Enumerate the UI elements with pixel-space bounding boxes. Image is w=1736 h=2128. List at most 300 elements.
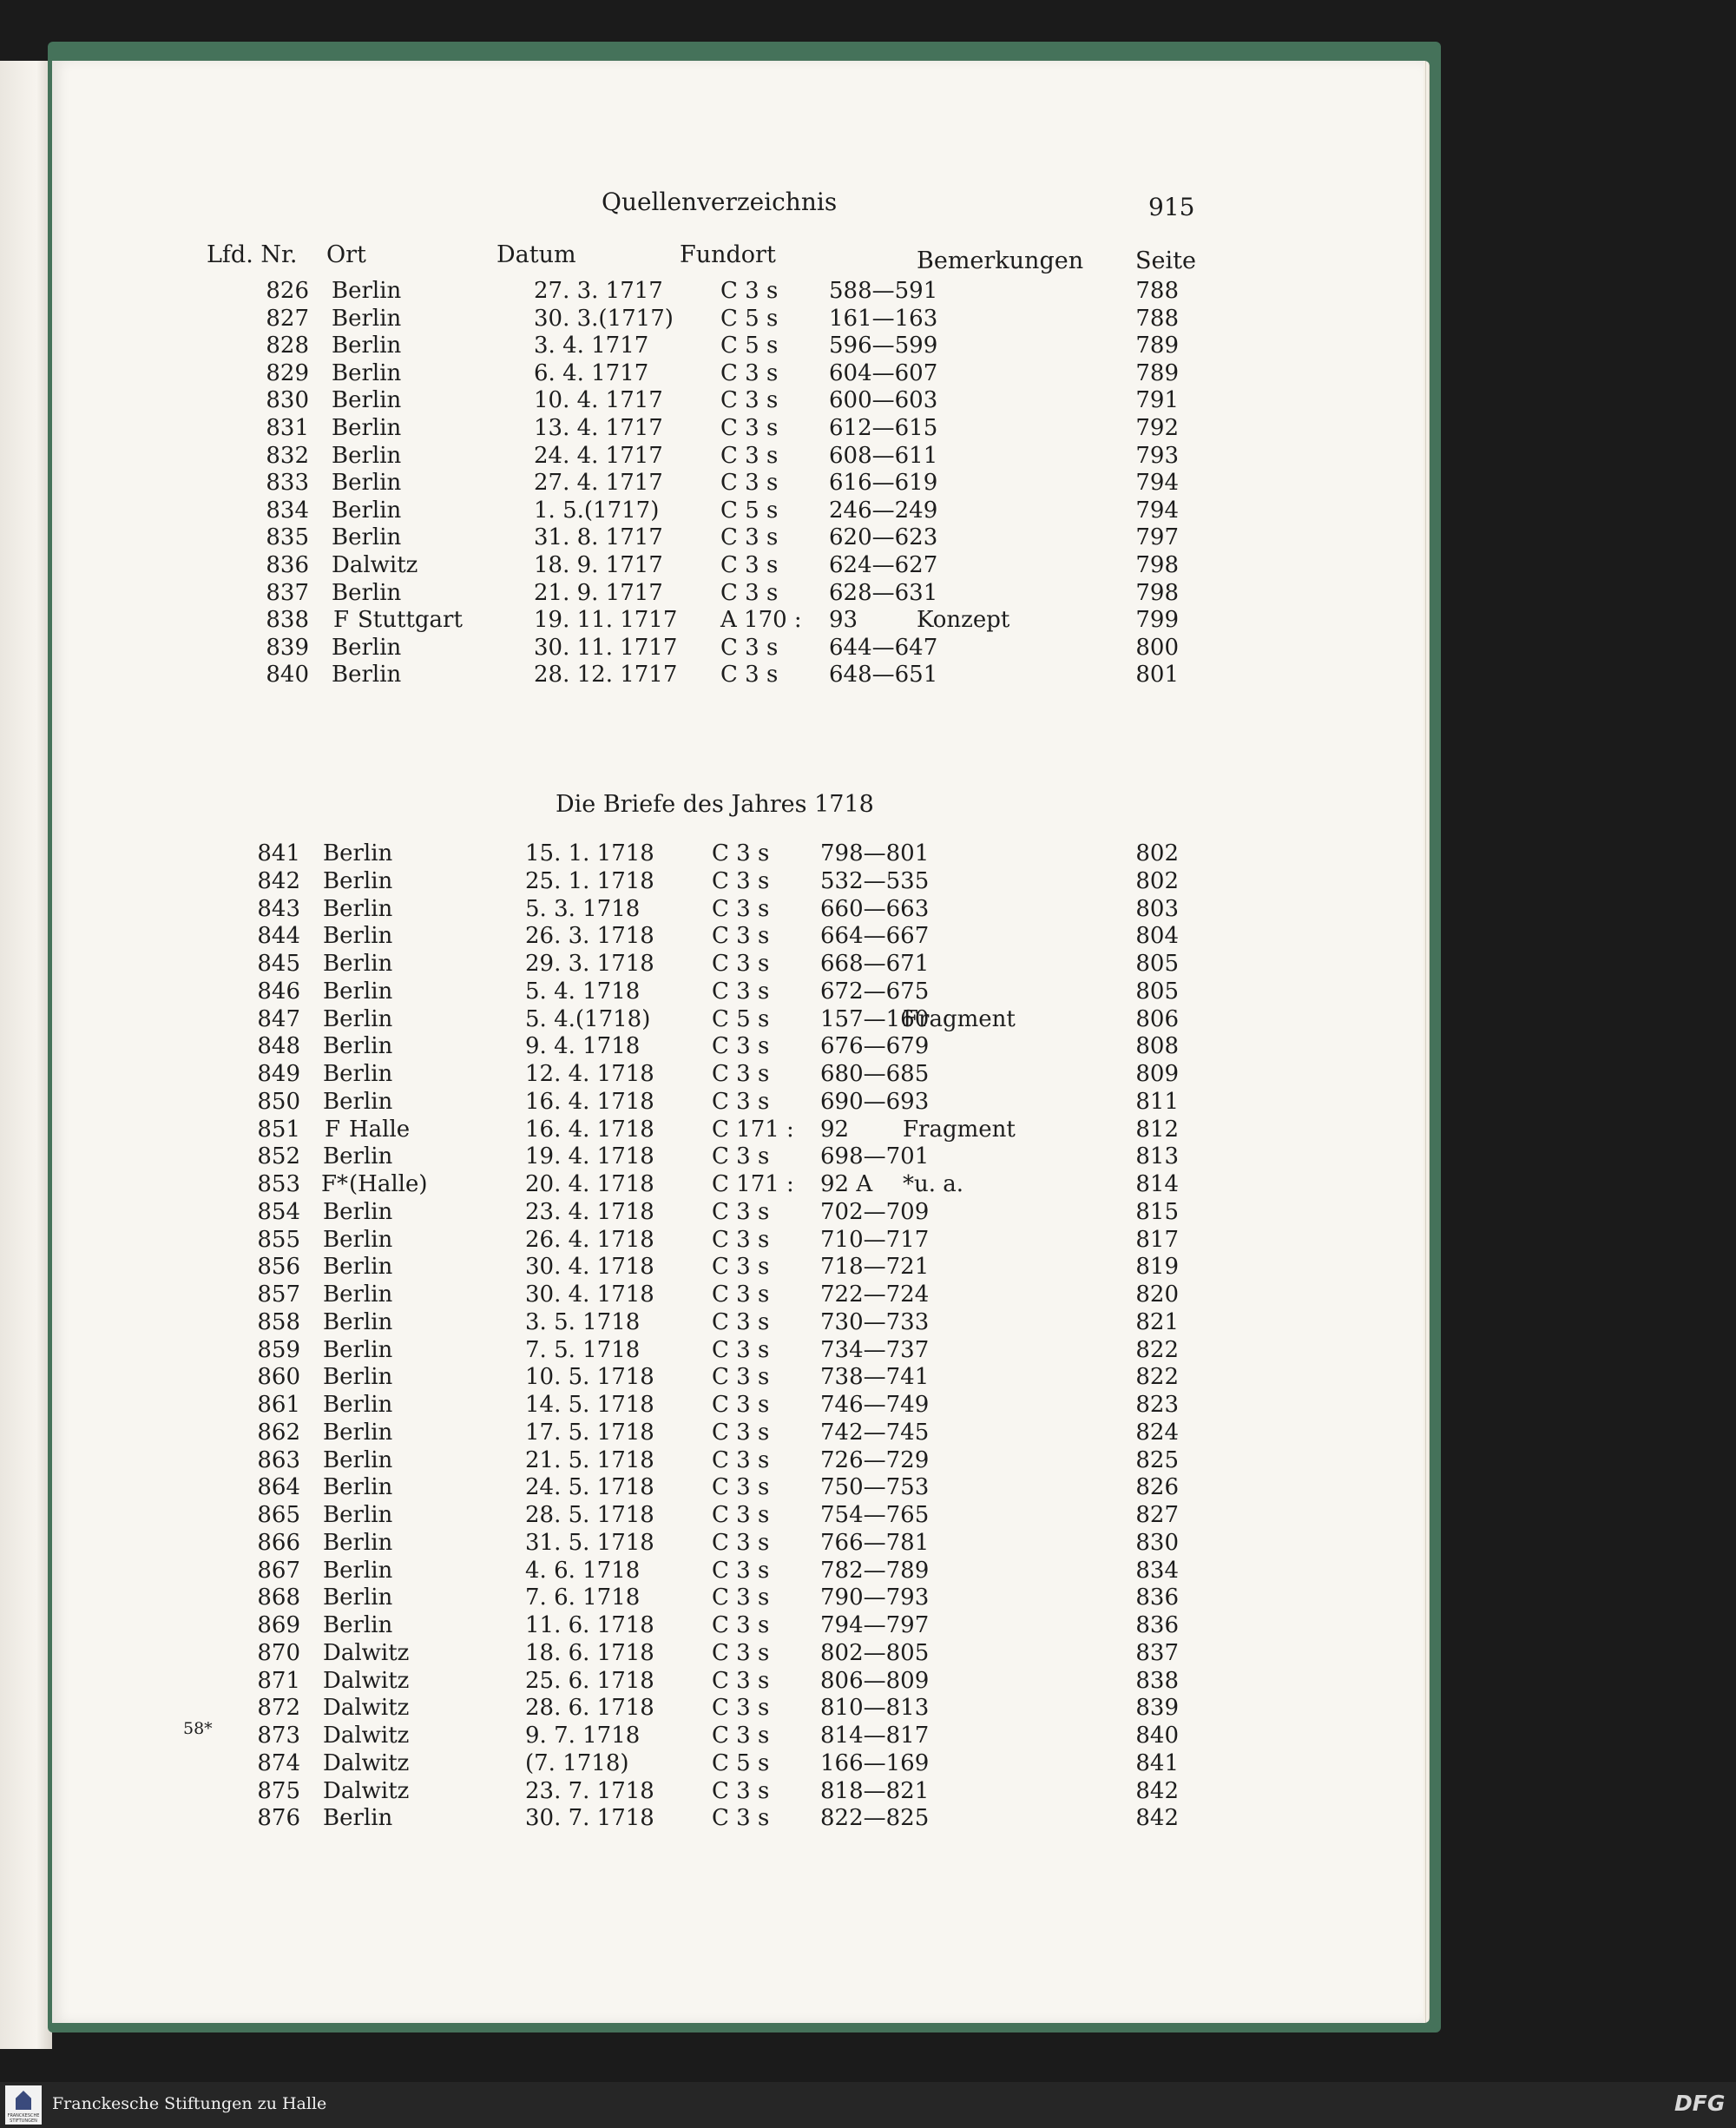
- table-row: [52, 1061, 1424, 1087]
- cell-source: C 3 s: [712, 1088, 770, 1115]
- cell-page: 826: [1135, 1474, 1179, 1501]
- cell-place: Dalwitz: [323, 1749, 410, 1776]
- cell-source: C 3 s: [712, 1557, 770, 1584]
- cell-source: C 3 s: [712, 840, 770, 866]
- table-row: [52, 607, 1424, 633]
- running-head: Quellenverzeichnis: [602, 188, 838, 216]
- table-row: [52, 1805, 1424, 1831]
- cell-page: 837: [1135, 1639, 1179, 1666]
- cell-source: C 3 s: [720, 579, 779, 606]
- cell-place: Berlin: [323, 1005, 393, 1032]
- cell-date: 9. 4. 1718: [525, 1033, 641, 1060]
- cell-source-pages: 814—817: [820, 1723, 930, 1749]
- table-row: [52, 1584, 1424, 1611]
- cell-number: 830: [266, 387, 309, 414]
- table-row: [52, 1612, 1424, 1638]
- cell-place: Berlin: [323, 1143, 393, 1170]
- cell-source-pages: 588—591: [829, 278, 938, 304]
- cell-number: 842: [257, 867, 300, 894]
- cell-page: 821: [1135, 1308, 1179, 1335]
- cell-date: 24. 4. 1717: [534, 442, 663, 469]
- table-row: [52, 868, 1424, 894]
- cell-number: 847: [257, 1005, 300, 1032]
- cell-place: Stuttgart: [358, 607, 463, 634]
- cell-source: C 3 s: [712, 1695, 770, 1722]
- cell-source-pages: 166—169: [820, 1749, 930, 1776]
- table-row: [52, 896, 1424, 922]
- cell-date: 30. 4. 1718: [525, 1254, 654, 1281]
- cell-source-pages: 766—781: [820, 1529, 930, 1556]
- building-icon: [16, 2091, 31, 2110]
- cell-place: Berlin: [323, 1336, 393, 1363]
- cell-page: 803: [1135, 895, 1179, 922]
- cell-number: 843: [257, 895, 300, 922]
- cell-page: 830: [1135, 1529, 1179, 1556]
- cell-date: 16. 4. 1718: [525, 1088, 654, 1115]
- cell-number: 831: [266, 415, 309, 441]
- cell-date: 3. 5. 1718: [525, 1308, 641, 1335]
- column-header-datum: Datum: [496, 241, 576, 268]
- cell-place: Berlin: [323, 1254, 393, 1281]
- cell-source: C 3 s: [712, 1667, 770, 1694]
- cell-source-pages: 802—805: [820, 1639, 930, 1666]
- cell-source: C 5 s: [720, 497, 779, 524]
- cell-number: 829: [266, 359, 309, 386]
- cell-page: 806: [1135, 1005, 1179, 1032]
- cell-source: C 3 s: [712, 1502, 770, 1528]
- cell-date: 30. 3.(1717): [534, 305, 674, 332]
- cell-page: 801: [1135, 662, 1179, 688]
- cell-source-pages: 672—675: [820, 978, 930, 1005]
- cell-date: 23. 7. 1718: [525, 1777, 654, 1804]
- cell-source: C 3 s: [712, 895, 770, 922]
- cell-date: 19. 4. 1718: [525, 1143, 654, 1170]
- table-row: [52, 1143, 1424, 1169]
- cell-date: (7. 1718): [525, 1749, 629, 1776]
- cell-number: 835: [266, 524, 309, 551]
- cell-number: 872: [257, 1695, 300, 1722]
- cell-source: C 3 s: [720, 387, 779, 414]
- book-page: [52, 61, 1424, 2023]
- cell-page: 812: [1135, 1116, 1179, 1143]
- cell-source: C 3 s: [720, 442, 779, 469]
- cell-source-pages: 612—615: [829, 415, 938, 441]
- cell-source-pages: 690—693: [820, 1088, 930, 1115]
- cell-page: 791: [1135, 387, 1179, 414]
- institution-name: Franckesche Stiftungen zu Halle: [52, 2094, 327, 2113]
- institution-logo: [5, 2085, 42, 2125]
- cell-number: 874: [257, 1749, 300, 1776]
- cell-source-pages: 161—163: [829, 305, 938, 332]
- cell-source: C 3 s: [720, 359, 779, 386]
- cell-source-pages: 532—535: [820, 867, 930, 894]
- cell-number: 860: [257, 1364, 300, 1391]
- cell-page: 805: [1135, 951, 1179, 977]
- table-row: [52, 497, 1424, 524]
- cell-date: 25. 6. 1718: [525, 1667, 654, 1694]
- table-row: [52, 1281, 1424, 1308]
- cell-page: 789: [1135, 333, 1179, 359]
- cell-place: Berlin: [332, 634, 402, 661]
- cell-place: Berlin: [332, 579, 402, 606]
- cell-number: 869: [257, 1612, 300, 1638]
- cell-source-pages: 710—717: [820, 1226, 930, 1253]
- cell-place: Dalwitz: [323, 1777, 410, 1804]
- cell-number: 852: [257, 1143, 300, 1170]
- table-row: [52, 1530, 1424, 1556]
- table-row: [52, 1392, 1424, 1418]
- cell-page: 814: [1135, 1171, 1179, 1197]
- cell-source: C 3 s: [712, 1419, 770, 1446]
- cell-source: A 170 :: [720, 607, 802, 634]
- cell-date: 27. 4. 1717: [534, 470, 663, 497]
- column-header-fundort: Fundort: [680, 241, 776, 268]
- table-row: [52, 1750, 1424, 1776]
- table-row: [52, 840, 1424, 866]
- cell-page: 841: [1135, 1749, 1179, 1776]
- table-row: [52, 278, 1424, 304]
- table-row: [52, 1723, 1424, 1749]
- cell-date: 4. 6. 1718: [525, 1557, 641, 1584]
- cell-number: 841: [257, 840, 300, 866]
- cell-source-pages: 734—737: [820, 1336, 930, 1363]
- table-row: [52, 1033, 1424, 1059]
- table-row: [52, 524, 1424, 550]
- cell-source: C 3 s: [712, 1805, 770, 1832]
- table-row: [52, 923, 1424, 949]
- logo-text: FRANCKESCHE STIFTUNGEN: [7, 2113, 40, 2124]
- cell-source: C 3 s: [712, 978, 770, 1005]
- table-row: [52, 387, 1424, 413]
- cell-date: 6. 4. 1717: [534, 359, 649, 386]
- cell-format-flag: F*: [321, 1171, 349, 1197]
- cell-date: 27. 3. 1717: [534, 278, 663, 304]
- cell-number: 868: [257, 1584, 300, 1611]
- cell-page: 802: [1135, 867, 1179, 894]
- cell-source-pages: 798—801: [820, 840, 930, 866]
- table-row: [52, 1695, 1424, 1721]
- cell-page: 799: [1135, 607, 1179, 634]
- cell-source-pages: 754—765: [820, 1502, 930, 1528]
- cell-source-pages: 600—603: [829, 387, 938, 414]
- cell-number: 862: [257, 1419, 300, 1446]
- cell-number: 827: [266, 305, 309, 332]
- cell-page: 792: [1135, 415, 1179, 441]
- cell-number: 839: [266, 634, 309, 661]
- cell-number: 867: [257, 1557, 300, 1584]
- cell-source-pages: 790—793: [820, 1584, 930, 1611]
- cell-number: 833: [266, 470, 309, 497]
- cell-page: 788: [1135, 305, 1179, 332]
- cell-page: 825: [1135, 1446, 1179, 1473]
- cell-date: 20. 4. 1718: [525, 1171, 654, 1197]
- cell-date: 10. 5. 1718: [525, 1364, 654, 1391]
- table-row: [52, 1778, 1424, 1804]
- cell-page: 797: [1135, 524, 1179, 551]
- cell-source-pages: 246—249: [829, 497, 938, 524]
- cell-number: 855: [257, 1226, 300, 1253]
- cell-place: Berlin: [323, 867, 393, 894]
- cell-source-pages: 702—709: [820, 1198, 930, 1225]
- cell-page: 840: [1135, 1723, 1179, 1749]
- table-row: [52, 1447, 1424, 1473]
- table-row: [52, 306, 1424, 332]
- cell-place: Berlin: [323, 1502, 393, 1528]
- cell-date: 3. 4. 1717: [534, 333, 649, 359]
- table-row: [52, 470, 1424, 496]
- cell-place: Berlin: [323, 1446, 393, 1473]
- cell-place: Berlin: [323, 978, 393, 1005]
- column-header-ort: Ort: [326, 241, 366, 268]
- cell-place: Berlin: [323, 1281, 393, 1308]
- cell-date: 5. 4. 1718: [525, 978, 641, 1005]
- column-header-lfd-nr: Lfd. Nr.: [207, 241, 298, 268]
- cell-place: Halle: [349, 1116, 411, 1143]
- cell-place: Berlin: [323, 951, 393, 977]
- table-row: [52, 1199, 1424, 1225]
- cell-source: C 3 s: [712, 1639, 770, 1666]
- cell-number: 826: [266, 278, 309, 304]
- cell-number: 859: [257, 1336, 300, 1363]
- dfg-logo: DFG: [1674, 2091, 1726, 2116]
- table-row: [52, 1117, 1424, 1143]
- table-row: [52, 1227, 1424, 1253]
- cell-date: 21. 5. 1718: [525, 1446, 654, 1473]
- cell-place: Dalwitz: [323, 1639, 410, 1666]
- cell-date: 28. 5. 1718: [525, 1502, 654, 1528]
- cell-source: C 3 s: [712, 1254, 770, 1281]
- table-row: [52, 1171, 1424, 1197]
- cell-source: C 3 s: [720, 415, 779, 441]
- table-row: [52, 1640, 1424, 1666]
- table-row: [52, 1006, 1424, 1032]
- cell-number: 849: [257, 1061, 300, 1087]
- cell-source-pages: 806—809: [820, 1667, 930, 1694]
- cell-format-flag: F: [332, 607, 350, 634]
- cell-page: 804: [1135, 923, 1179, 950]
- cell-date: 30. 11. 1717: [534, 634, 678, 661]
- cell-place: Dalwitz: [323, 1723, 410, 1749]
- table-row: [52, 333, 1424, 359]
- section-heading-1718: Die Briefe des Jahres 1718: [556, 791, 874, 818]
- cell-number: 861: [257, 1392, 300, 1418]
- cell-number: 828: [266, 333, 309, 359]
- table-row: [52, 978, 1424, 1005]
- cell-place: Berlin: [332, 305, 402, 332]
- cell-page: 839: [1135, 1695, 1179, 1722]
- cell-date: 26. 4. 1718: [525, 1226, 654, 1253]
- cell-date: 5. 3. 1718: [525, 895, 641, 922]
- cell-place: Berlin: [323, 1612, 393, 1638]
- cell-number: 834: [266, 497, 309, 524]
- table-row: [52, 443, 1424, 469]
- facing-page-edge: [0, 61, 52, 2049]
- cell-place: Berlin: [332, 662, 402, 688]
- column-header-bemerkungen: Bemerkungen: [917, 247, 1084, 274]
- cell-page: 811: [1135, 1088, 1179, 1115]
- cell-place: Berlin: [323, 1364, 393, 1391]
- cell-place: Berlin: [323, 923, 393, 950]
- cell-place: (Halle): [349, 1171, 428, 1197]
- cell-page: 800: [1135, 634, 1179, 661]
- cell-source-pages: 680—685: [820, 1061, 930, 1087]
- cell-source-pages: 742—745: [820, 1419, 930, 1446]
- cell-source-pages: 596—599: [829, 333, 938, 359]
- cell-remark: Fragment: [903, 1116, 1016, 1143]
- signature-mark: 58*: [183, 1719, 213, 1738]
- cell-source: C 3 s: [712, 1226, 770, 1253]
- cell-source: C 3 s: [712, 1198, 770, 1225]
- cell-source: C 3 s: [712, 1612, 770, 1638]
- cell-source: C 3 s: [720, 524, 779, 551]
- cell-source: C 3 s: [712, 1033, 770, 1060]
- column-header-seite: Seite: [1135, 247, 1196, 274]
- cell-source-pages: 730—733: [820, 1308, 930, 1335]
- cell-page: 809: [1135, 1061, 1179, 1087]
- cell-place: Dalwitz: [332, 552, 418, 578]
- cell-date: 1. 5.(1717): [534, 497, 660, 524]
- cell-source: C 3 s: [712, 1061, 770, 1087]
- cell-number: 866: [257, 1529, 300, 1556]
- cell-page: 798: [1135, 552, 1179, 578]
- cell-page: 834: [1135, 1557, 1179, 1584]
- cell-page: 813: [1135, 1143, 1179, 1170]
- cell-source: C 3 s: [712, 1308, 770, 1335]
- cell-page: 794: [1135, 497, 1179, 524]
- cell-place: Berlin: [323, 1474, 393, 1501]
- cell-date: 10. 4. 1717: [534, 387, 663, 414]
- cell-number: 845: [257, 951, 300, 977]
- cell-source-pages: 624—627: [829, 552, 938, 578]
- cell-source-pages: 616—619: [829, 470, 938, 497]
- cell-place: Dalwitz: [323, 1667, 410, 1694]
- cell-source-pages: 746—749: [820, 1392, 930, 1418]
- cell-source-pages: 92: [820, 1116, 850, 1143]
- cell-number: 871: [257, 1667, 300, 1694]
- cell-place: Berlin: [332, 470, 402, 497]
- cell-source: C 3 s: [712, 1336, 770, 1363]
- cell-format-flag: F: [324, 1116, 341, 1143]
- cell-number: 848: [257, 1033, 300, 1060]
- cell-source-pages: 648—651: [829, 662, 938, 688]
- cell-number: 864: [257, 1474, 300, 1501]
- cell-source-pages: 660—663: [820, 895, 930, 922]
- cell-source-pages: 738—741: [820, 1364, 930, 1391]
- cell-source-pages: 608—611: [829, 442, 938, 469]
- cell-date: 16. 4. 1718: [525, 1116, 654, 1143]
- cell-source-pages: 93: [829, 607, 858, 634]
- cell-number: 858: [257, 1308, 300, 1335]
- table-row: [52, 1502, 1424, 1528]
- cell-page: 827: [1135, 1502, 1179, 1528]
- cell-source-pages: 782—789: [820, 1557, 930, 1584]
- cell-number: 856: [257, 1254, 300, 1281]
- cell-place: Berlin: [323, 1088, 393, 1115]
- cell-place: Berlin: [323, 1805, 393, 1832]
- cell-source: C 5 s: [720, 333, 779, 359]
- cell-source-pages: 718—721: [820, 1254, 930, 1281]
- cell-page: 823: [1135, 1392, 1179, 1418]
- table-row: [52, 1254, 1424, 1280]
- cell-source: C 5 s: [720, 305, 779, 332]
- cell-number: 853: [257, 1171, 300, 1197]
- cell-number: 870: [257, 1639, 300, 1666]
- cell-source-pages: 604—607: [829, 359, 938, 386]
- cell-source-pages: 668—671: [820, 951, 930, 977]
- cell-source: C 3 s: [712, 1392, 770, 1418]
- table-row: [52, 1558, 1424, 1584]
- cell-page: 842: [1135, 1805, 1179, 1832]
- viewer-footer-bar: [0, 2082, 1736, 2128]
- cell-number: 851: [257, 1116, 300, 1143]
- cell-source: C 3 s: [720, 470, 779, 497]
- table-row: [52, 1337, 1424, 1363]
- cell-date: 25. 1. 1718: [525, 867, 654, 894]
- table-row: [52, 662, 1424, 688]
- cell-source: C 3 s: [712, 867, 770, 894]
- cell-date: 21. 9. 1717: [534, 579, 663, 606]
- cell-date: 12. 4. 1718: [525, 1061, 654, 1087]
- cell-number: 854: [257, 1198, 300, 1225]
- cell-date: 7. 5. 1718: [525, 1336, 641, 1363]
- cell-source: C 5 s: [712, 1005, 770, 1032]
- cell-page: 794: [1135, 470, 1179, 497]
- cell-date: 15. 1. 1718: [525, 840, 654, 866]
- cell-number: 838: [266, 607, 309, 634]
- page-number: 915: [1148, 193, 1195, 221]
- cell-page: 793: [1135, 442, 1179, 469]
- table-row: [52, 1474, 1424, 1500]
- cell-page: 805: [1135, 978, 1179, 1005]
- cell-page: 820: [1135, 1281, 1179, 1308]
- cell-source: C 3 s: [720, 278, 779, 304]
- cell-page: 842: [1135, 1777, 1179, 1804]
- cell-source: C 3 s: [712, 1143, 770, 1170]
- cell-page: 815: [1135, 1198, 1179, 1225]
- cell-place: Berlin: [323, 840, 393, 866]
- cell-date: 24. 5. 1718: [525, 1474, 654, 1501]
- cell-place: Berlin: [323, 1198, 393, 1225]
- cell-place: Berlin: [323, 1584, 393, 1611]
- table-row: [52, 1364, 1424, 1390]
- cell-source: C 3 s: [720, 662, 779, 688]
- cell-number: 832: [266, 442, 309, 469]
- cell-place: Berlin: [323, 1392, 393, 1418]
- cell-page: 836: [1135, 1584, 1179, 1611]
- cell-source: C 3 s: [712, 951, 770, 977]
- cell-place: Berlin: [332, 333, 402, 359]
- cell-source: C 3 s: [712, 1777, 770, 1804]
- cell-place: Berlin: [332, 387, 402, 414]
- cell-page: 822: [1135, 1336, 1179, 1363]
- table-row: [52, 635, 1424, 661]
- table-row: [52, 1668, 1424, 1694]
- cell-source: C 171 :: [712, 1171, 794, 1197]
- cell-place: Dalwitz: [323, 1695, 410, 1722]
- cell-source-pages: 157—160: [820, 1005, 930, 1032]
- cell-page: 824: [1135, 1419, 1179, 1446]
- table-row: [52, 580, 1424, 606]
- cell-source-pages: 676—679: [820, 1033, 930, 1060]
- cell-date: 28. 6. 1718: [525, 1695, 654, 1722]
- table-row: [52, 1309, 1424, 1335]
- cell-page: 788: [1135, 278, 1179, 304]
- table-row: [52, 1089, 1424, 1115]
- cell-source: C 3 s: [712, 1446, 770, 1473]
- cell-date: 28. 12. 1717: [534, 662, 678, 688]
- cell-date: 18. 9. 1717: [534, 552, 663, 578]
- cell-page: 789: [1135, 359, 1179, 386]
